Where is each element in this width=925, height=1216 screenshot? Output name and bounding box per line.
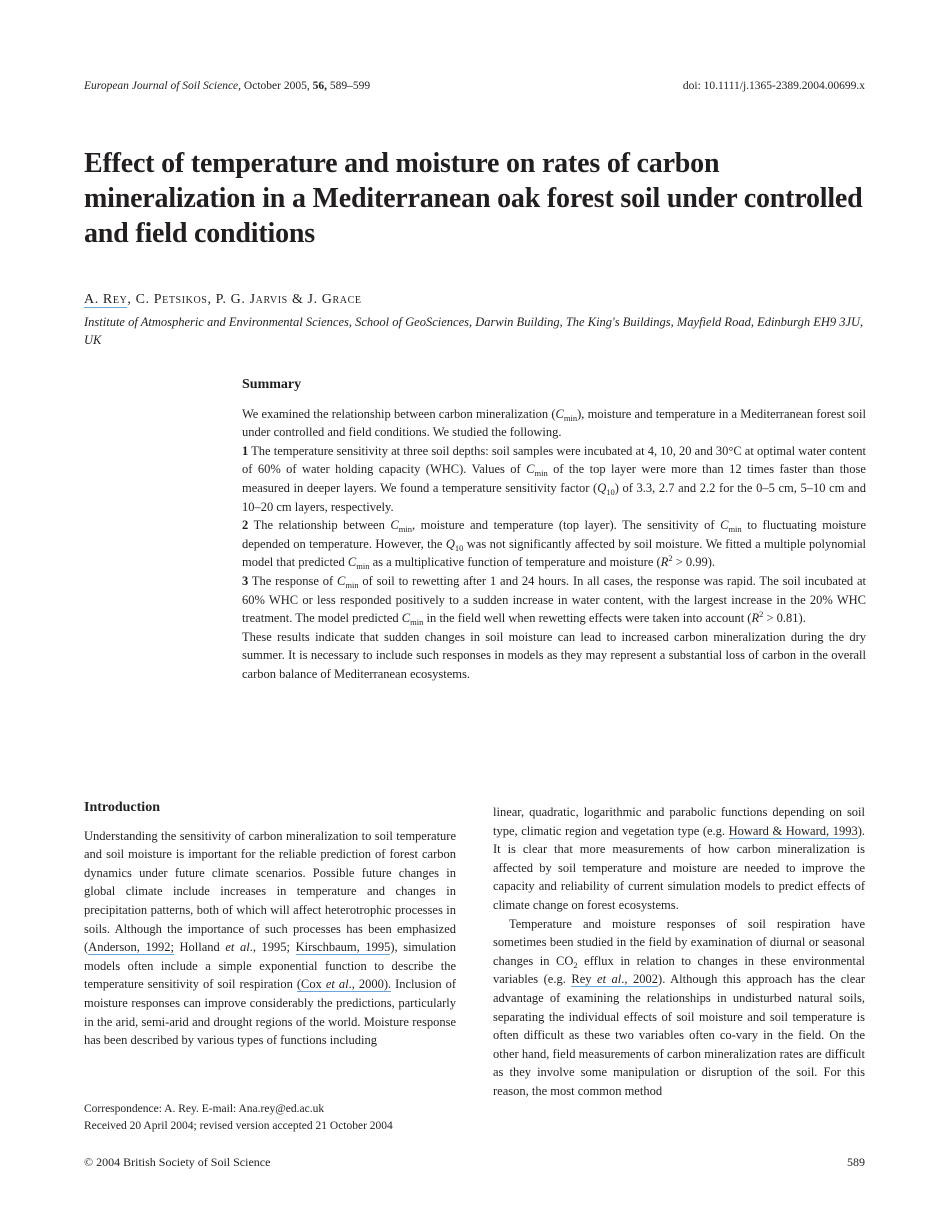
text: was not significantly affected by soil moisture. We fitted a multiple polynomial model that predicted (242, 536, 866, 570)
text: > 0.81). (763, 611, 806, 626)
text: Understanding the sensitivity of carbon mineralization to soil temperature and soil moisture is important for the reliable prediction of forest carbon dynamics under future climate scenarios. Possible future changes in global climate include increases in temperature and changes in precipitation patterns, both of which will affect heterotrophic processes in soils. Although the importance of such processes has been emphasized ( (84, 828, 456, 955)
doi[interactable]: doi: 10.1111/j.1365-2389.2004.00699.x (682, 80, 865, 92)
citation-link[interactable]: Kirschbaum, 1995 (295, 940, 391, 955)
subscript: min (398, 524, 412, 535)
symbol: R (751, 611, 760, 626)
text: We examined the relationship between carbon mineralization ( (242, 406, 556, 421)
page-range: 589–599 (326, 80, 371, 92)
article-title: Effect of temperature and moisture on rates of carbon mineralization in a Mediterranean oak forest soil under controlled and field conditions (84, 148, 863, 249)
summary-intro (242, 405, 866, 442)
citation-link[interactable] (571, 972, 658, 987)
symbol: C (347, 555, 357, 570)
author-list (84, 292, 362, 308)
text: efflux in relation to changes in these environmental variables (e.g. (493, 953, 865, 987)
summary-section (242, 376, 866, 684)
subscript: min (534, 468, 548, 479)
citation-link[interactable]: Howard & Howard, 1993 (728, 823, 858, 838)
point-number: 1 (242, 443, 249, 458)
summary-point-1 (242, 442, 866, 516)
introduction-paragraph-2 (493, 915, 865, 1101)
affiliation: Institute of Atmospheric and Environmental Sciences, School of GeoSciences, Darwin Building, The King's Buildings, Mayfield Road, Edinburgh EH9 3JU, UK (84, 315, 864, 347)
volume: 56, (312, 80, 327, 92)
citation-text: (Cox (296, 977, 326, 992)
subscript: 2 (573, 959, 578, 970)
body-column-left (84, 799, 456, 1050)
subscript: min (410, 617, 424, 628)
introduction-heading: Introduction (84, 800, 160, 815)
superscript: 2 (759, 609, 764, 620)
citation-text: Rey (571, 972, 598, 987)
author: P. G. Jarvis (215, 292, 288, 307)
text: of soil to rewetting after 1 and 24 hours. In all cases, the response was rapid. The soil incubated at 60% WHC or less responded positively to a sudden increase in water content, with the largest increase in the 20% WHC treatment. The model predicted (242, 573, 867, 626)
symbol: R (660, 555, 669, 570)
text: Temperature and moisture responses of soil respiration have sometimes been studied in the field by examination of diurnal or seasonal changes in CO (493, 916, 865, 968)
symbol: Q (445, 536, 455, 551)
text: ., 1995; (249, 940, 296, 955)
correspondence-footnote (84, 1101, 456, 1134)
citation-link[interactable] (297, 977, 391, 992)
received-dates: Received 20 April 2004; revised version accepted 21 October 2004 (84, 1119, 393, 1132)
symbol: Q (597, 480, 607, 495)
text: ) of 3.3, 2.7 and 2.2 for the 0–5 cm, 5–10 cm and 10–20 cm layers, respectively. (242, 480, 866, 514)
text: ). Although this approach has the clear advantage of examining the relationships in undisturbed natural soils, separating the individual effects of soil moisture and soil temperature is often difficult as these two variables often co-vary in the field. On the other hand, field measurements of carbon mineralization rates are difficult as they involve some manipulation or disruption of the soil. For this reason, the most common method (493, 972, 866, 1098)
subscript: min (563, 412, 578, 423)
introduction-paragraph-1 (84, 827, 456, 1050)
text: The temperature sensitivity at three soil depths: soil samples were incubated at 4, 10, 20 and 30°C at optimal water content of 60% of water holding capacity (WHC). Values of (242, 443, 866, 477)
subscript: 10 (454, 542, 464, 553)
summary-point-2 (242, 516, 866, 572)
summary-conclusion: These results indicate that sudden changes in soil moisture can lead to increased carbon mineralization during the dry summer. It is necessary to include such responses in models as they may represent a substantial loss of carbon in the overall carbon balance of Mediterranean ecosystems. (242, 629, 866, 681)
citation-text: et al (325, 977, 349, 992)
citation-text: ., 2002 (621, 972, 659, 987)
text: The response of (248, 573, 337, 588)
symbol: C (555, 406, 564, 421)
citation-text: ., 2000). (348, 977, 392, 992)
author-link[interactable]: A. Rey (84, 292, 128, 307)
text: Inclusion of moisture responses can improve considerably the predictions, particularly in the arid, semi-arid and drought regions of the world. Moisture response has been described by various types of functions including (84, 977, 457, 1048)
point-number: 2 (242, 518, 249, 533)
author: C. Petsikos (135, 292, 208, 307)
text: > 0.99). (672, 555, 716, 570)
introduction-paragraph-1-continued (493, 803, 865, 915)
point-number: 3 (242, 573, 249, 588)
author: J. Grace (307, 292, 362, 307)
subscript: min (356, 561, 370, 572)
subscript: 10 (606, 486, 615, 497)
citation-text: et al (597, 972, 622, 987)
author-separator: , (127, 292, 136, 307)
text: to fluctuating moisture depended on temperature. However, the (242, 518, 866, 551)
subscript: min (345, 579, 359, 590)
symbol: C (390, 518, 399, 533)
text: of the top layer were more than 12 times faster than those measured in deeper layers. We found a temperature sensitivity factor ( (242, 462, 866, 495)
text: in the field well when rewetting effects were taken into account ( (423, 611, 752, 626)
correspondence: Correspondence: A. Rey. E-mail: Ana.rey@ed.ac.uk (84, 1103, 325, 1115)
summary-point-3 (242, 572, 866, 628)
text: ). It is clear that more measurements of how carbon mineralization is affected by soil temperature and moisture are needed to improve the capacity and reliability of current simulation models to predict effects of climate change on forest ecosystems. (493, 823, 865, 912)
text: ), moisture and temperature in a Mediterranean forest soil under controlled and field conditions. We studied the following. (242, 406, 866, 440)
subscript: min (728, 524, 742, 535)
copyright: © 2004 British Society of Soil Science (84, 1155, 271, 1169)
author-separator: , (207, 292, 216, 307)
journal-name: European Journal of Soil Science (84, 80, 239, 92)
symbol: C (337, 573, 346, 588)
symbol: C (720, 518, 729, 533)
text: Holland (173, 940, 226, 955)
text: , moisture and temperature (top layer). The sensitivity of (411, 518, 721, 533)
body-column-right (493, 803, 865, 1101)
text: linear, quadratic, logarithmic and parabolic functions depending on soil type, climatic region and vegetation type (e.g. (493, 805, 865, 838)
symbol: C (401, 611, 411, 626)
text: et al (225, 940, 250, 955)
superscript: 2 (668, 553, 673, 564)
page-number: 589 (847, 1155, 865, 1169)
text: The relationship between (248, 518, 391, 533)
citation-link[interactable]: Anderson, 1992; (88, 940, 174, 955)
symbol: C (526, 462, 535, 477)
summary-heading: Summary (242, 377, 302, 392)
issue-date: , October 2005, (238, 80, 313, 92)
text: as a multiplicative function of temperature and moisture ( (369, 555, 661, 570)
author-separator: & (287, 292, 308, 307)
text: ), simulation models often include a simple exponential function to describe the temperature sensitivity of soil respiration (84, 940, 456, 992)
running-header-journal (84, 80, 370, 92)
